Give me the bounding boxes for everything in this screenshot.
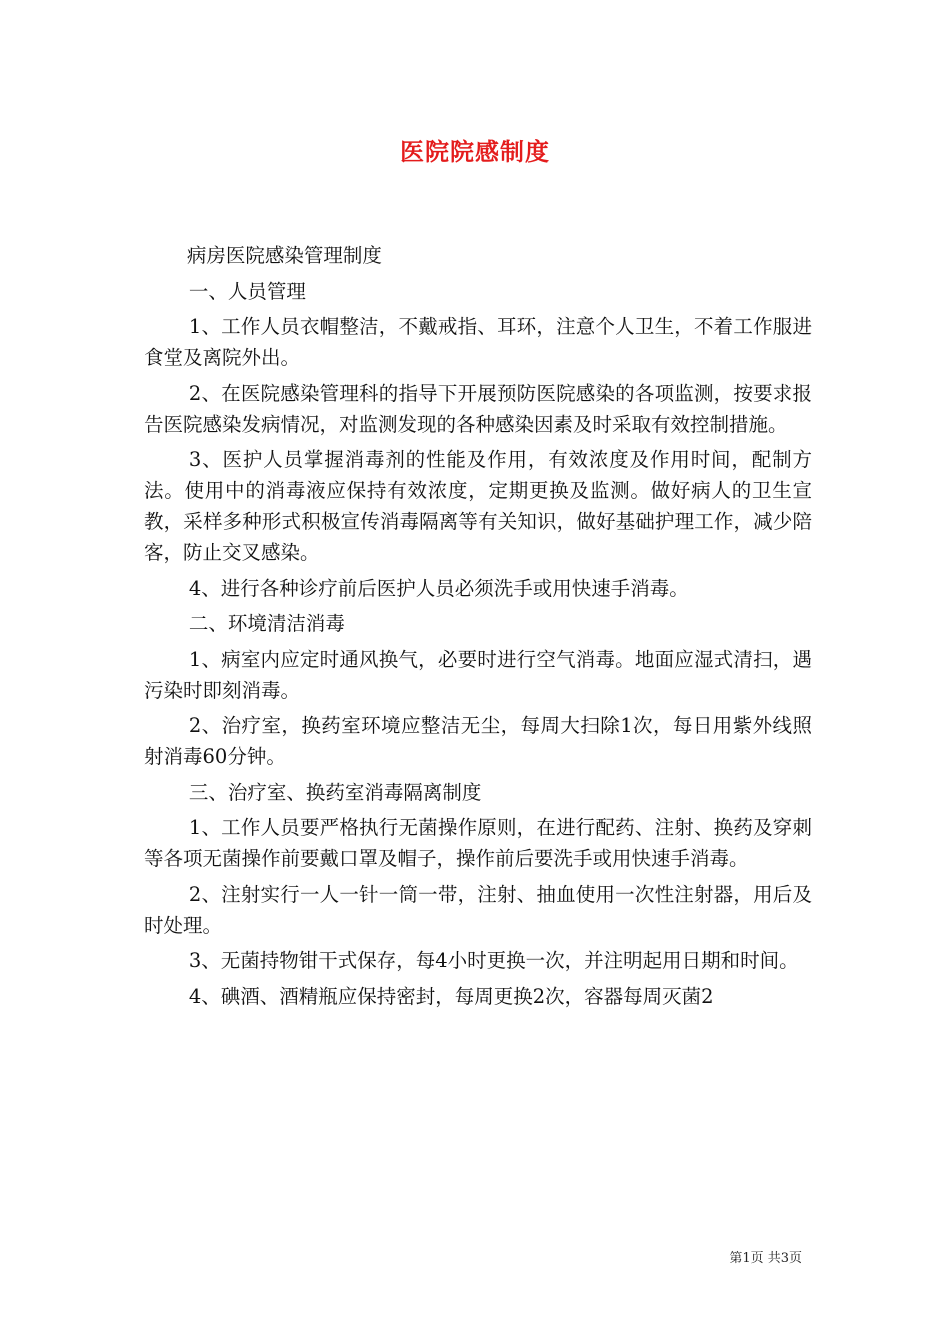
section-heading-environment: 二、环境清洁消毒 (188, 612, 345, 635)
paragraph-treatment-2: 2、注射实行一人一针一筒一带，注射、抽血使用一次性注射器，用后及时处理。 (144, 882, 812, 937)
paragraph-personnel-3: 3、医护人员掌握消毒剂的性能及作用，有效浓度及作用时间，配制方法。使用中的消毒液应保持有效浓度，定期更换及监测。做好病人的卫生宣教，采样多种形式积极宣传消毒隔离等有关知识，做好基础护理工作，减少陪客，防止交叉感染。 (144, 448, 812, 564)
paragraph-treatment-1: 1、工作人员要严格执行无菌操作原则，在进行配药、注射、换药及穿刺等各项无菌操作前要戴口罩及帽子，操作前后要洗手或用快速手消毒。 (144, 816, 812, 870)
document-title: 医院院感制度 (400, 137, 550, 166)
section-heading-ward: 病房医院感染管理制度 (186, 244, 382, 267)
document-body (144, 240, 812, 1016)
section-heading-treatment-room: 三、治疗室、换药室消毒隔离制度 (188, 780, 482, 804)
paragraph-personnel-1: 1、工作人员衣帽整洁，不戴戒指、耳环，注意个人卫生，不着工作服进食堂及离院外出。 (144, 315, 812, 369)
paragraph-personnel-4: 4、进行各种诊疗前后医护人员必须洗手或用快速手消毒。 (188, 576, 689, 600)
paragraph-treatment-3: 3、无菌持物钳干式保存，每4小时更换一次，并注明起用日期和时间。 (188, 949, 799, 972)
section-heading-personnel: 一、人员管理 (188, 279, 306, 303)
paragraph-treatment-4: 4、碘酒、酒精瓶应保持密封，每周更换2次，容器每周灭菌2 (188, 984, 714, 1008)
paragraph-environment-1: 1、病室内应定时通风换气，必要时进行空气消毒。地面应湿式清扫，遇污染时即刻消毒。 (144, 647, 812, 702)
page-number: 第1页 共3页 (729, 1251, 802, 1266)
paragraph-personnel-2: 2、在医院感染管理科的指导下开展预防医院感染的各项监测，按要求报告医院感染发病情况，对监测发现的各种感染因素及时采取有效控制措施。 (144, 381, 812, 436)
paragraph-environment-2: 2、治疗室，换药室环境应整洁无尘，每周大扫除1次，每日用紫外线照射消毒60分钟。 (144, 714, 812, 768)
